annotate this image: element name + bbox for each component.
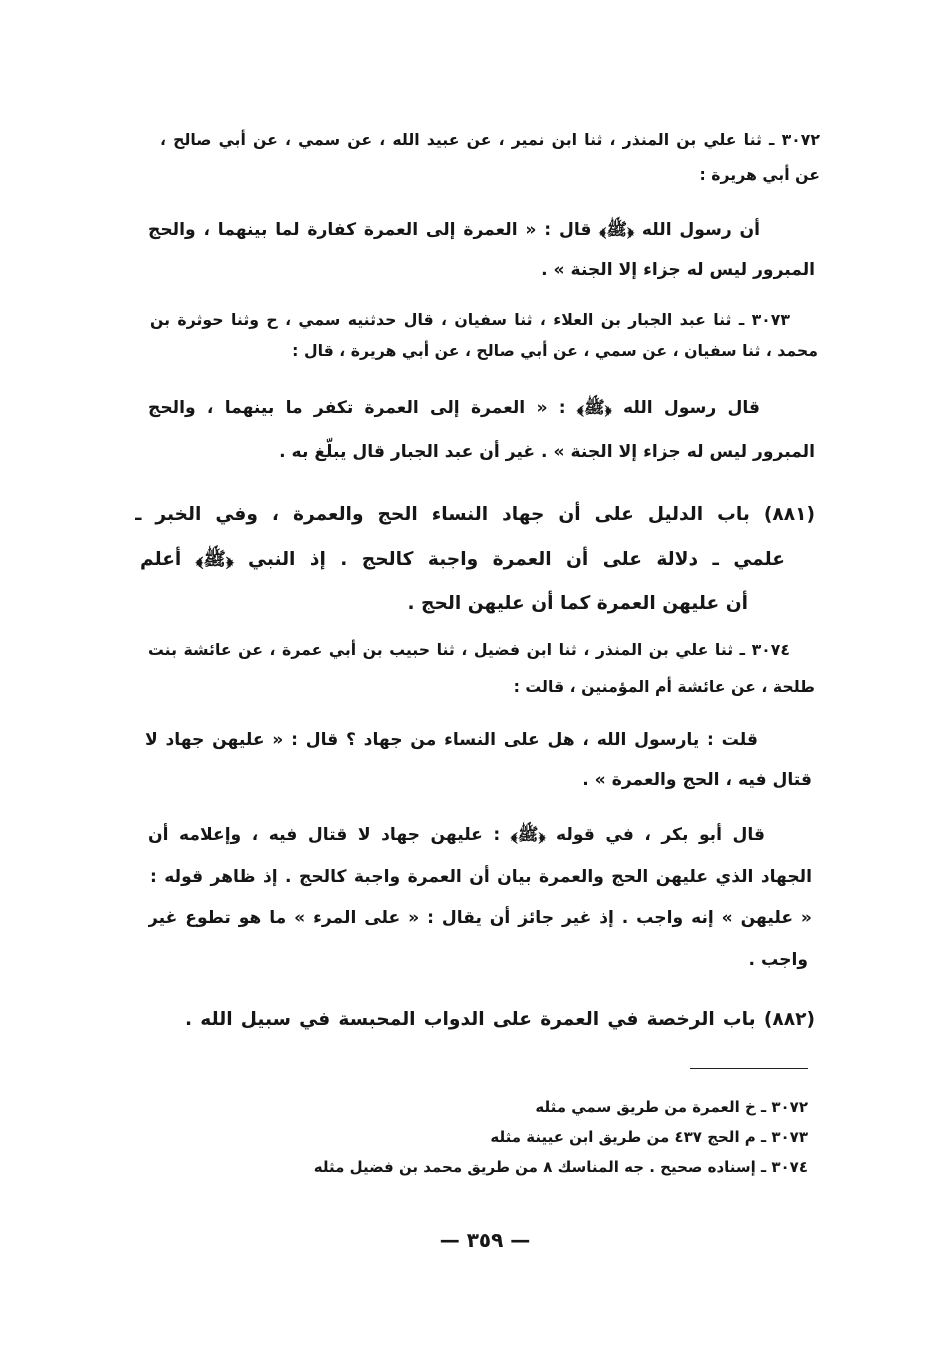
- page-number: — ٣٥٩ —: [439, 1228, 531, 1252]
- hadith-text-line: قال رسول الله ﴿ﷺ﴾ : « العمرة إلى العمرة تكفر ما بينهما ، والحج: [148, 398, 760, 418]
- hadith-text-line: قتال فيه ، الحج والعمرة » .: [582, 770, 812, 790]
- isnad-line: ٣٠٧٤ ـ ثنا علي بن المنذر ، ثنا ابن فضيل ، ثنا حبيب بن أبي عمرة ، عن عائشة بنت: [148, 640, 790, 659]
- footnote: ٣٠٧٤ ـ إسناده صحيح . جه المناسك ٨ من طريق محمد بن فضيل مثله: [313, 1158, 808, 1176]
- chapter-heading-line: أن عليهن العمرة كما أن عليهن الحج .: [407, 593, 748, 614]
- isnad-line: محمد ، ثنا سفيان ، عن سمي ، عن أبي صالح ، عن أبي هريرة ، قال :: [292, 341, 818, 360]
- hadith-text-line: المبرور ليس له جزاء إلا الجنة » .: [541, 260, 815, 280]
- footnote: ٣٠٧٣ ـ م الحج ٤٣٧ من طريق ابن عيينة مثله: [490, 1128, 808, 1146]
- hadith-text-line: المبرور ليس له جزاء إلا الجنة » . غير أن عبد الجبار قال يبلّغ به .: [279, 442, 815, 462]
- hadith-text-line: قلت : يارسول الله ، هل على النساء من جهاد ؟ قال : « عليهن جهاد لا: [145, 730, 758, 750]
- footnote-separator: [690, 1068, 808, 1069]
- commentary-line: واجب .: [748, 950, 808, 970]
- isnad-line: طلحة ، عن عائشة أم المؤمنين ، قالت :: [513, 677, 815, 696]
- chapter-heading-882: (٨٨٢) باب الرخصة في العمرة على الدواب المحبسة في سبيل الله .: [185, 1009, 815, 1030]
- chapter-heading-line: (٨٨١) باب الدليل على أن جهاد النساء الحج والعمرة ، وفي الخبر ـ: [135, 504, 815, 525]
- isnad-line: ٣٠٧٣ ـ ثنا عبد الجبار بن العلاء ، ثنا سفيان ، قال حدثنيه سمي ، ح وثنا حوثرة بن: [150, 310, 790, 329]
- isnad-line: عن أبي هريرة :: [699, 165, 820, 184]
- hadith-text-line: أن رسول الله ﴿ﷺ﴾ قال : « العمرة إلى العمرة كفارة لما بينهما ، والحج: [148, 220, 760, 240]
- commentary-line: « عليهن » إنه واجب . إذ غير جائز أن يقال : « على المرء » ما هو تطوع غير: [148, 908, 812, 928]
- commentary-line: قال أبو بكر ، في قوله ﴿ﷺ﴾ : عليهن جهاد لا قتال فيه ، وإعلامه أن: [148, 825, 765, 845]
- commentary-line: الجهاد الذي عليهن الحج والعمرة بيان أن العمرة واجبة كالحج . إذ ظاهر قوله :: [150, 867, 812, 887]
- chapter-heading-line: علمي ـ دلالة على أن العمرة واجبة كالحج . إذ النبي ﴿ﷺ﴾ أعلم: [140, 549, 785, 570]
- isnad-line: ٣٠٧٢ ـ ثنا علي بن المنذر ، ثنا ابن نمير ، عن عبيد الله ، عن سمي ، عن أبي صالح ،: [160, 130, 820, 149]
- footnote: ٣٠٧٢ ـ خ العمرة من طريق سمي مثله: [535, 1098, 808, 1116]
